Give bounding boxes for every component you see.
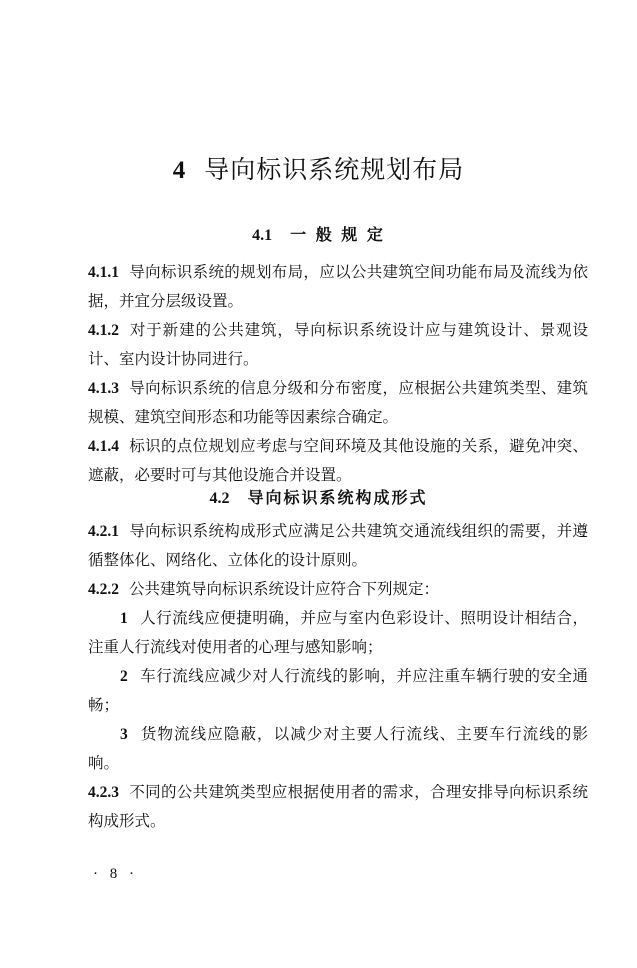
item-number: 2	[120, 668, 128, 685]
clause-4-1-1	[88, 258, 588, 316]
section-4-2-body	[88, 517, 588, 836]
section-title: 导向标识系统构成形式	[247, 488, 428, 507]
clause-number: 4.1.4	[88, 438, 119, 455]
clause-text: 不同的公共建筑类型应根据使用者的需求，合理安排导向标识系统构成形式。	[88, 783, 588, 830]
clause-4-1-3	[88, 374, 588, 432]
section-heading-4-2	[0, 485, 637, 508]
clause-4-2-1	[88, 517, 588, 575]
clause-number: 4.2.1	[88, 523, 119, 540]
section-title: 一 般 规 定	[290, 225, 385, 244]
clause-number: 4.1.1	[88, 264, 119, 281]
clause-text: 对于新建的公共建筑，导向标识系统设计应与建筑设计、景观设计、室内设计协同进行。	[88, 321, 588, 368]
clause-number: 4.1.3	[88, 380, 119, 397]
item-number: 1	[120, 610, 128, 627]
clause-number: 4.2.2	[88, 581, 119, 598]
chapter-number: 4	[172, 157, 187, 184]
chapter-title: 导向标识系统规划布局	[204, 155, 465, 184]
section-number: 4.2	[209, 490, 230, 507]
clause-text: 标识的点位规划应考虑与空间环境及其他设施的关系，避免冲突、遮蔽，必要时可与其他设施合并设置。	[88, 437, 588, 484]
list-item	[88, 720, 588, 778]
list-item	[88, 662, 588, 720]
clause-number: 4.2.3	[88, 784, 119, 801]
clause-4-1-4	[88, 432, 588, 490]
item-number: 3	[120, 726, 128, 743]
item-text: 人行流线应便捷明确，并应与室内色彩设计、照明设计相结合，注重人行流线对使用者的心理与感知影响；	[88, 609, 588, 656]
clause-text: 导向标识系统的规划布局，应以公共建筑空间功能布局及流线为依据，并宜分层级设置。	[88, 263, 588, 310]
section-number: 4.1	[252, 227, 273, 244]
section-heading-4-1	[0, 222, 637, 245]
page-number: · 8 ·	[93, 866, 138, 882]
chapter-heading	[0, 150, 637, 186]
list-item	[88, 604, 588, 662]
section-4-1-body	[88, 258, 588, 490]
clause-number: 4.1.2	[88, 322, 119, 339]
item-text: 车行流线应减少对人行流线的影响，并应注重车辆行驶的安全通畅；	[88, 667, 588, 714]
clause-text: 导向标识系统的信息分级和分布密度，应根据公共建筑类型、建筑规模、建筑空间形态和功能等因素综合确定。	[88, 379, 588, 426]
clause-text: 公共建筑导向标识系统设计应符合下列规定：	[129, 580, 440, 598]
item-text: 货物流线应隐蔽，以减少对主要人行流线、主要车行流线的影响。	[88, 725, 588, 772]
clause-4-2-3	[88, 778, 588, 836]
clause-4-1-2	[88, 316, 588, 374]
clause-text: 导向标识系统构成形式应满足公共建筑交通流线组织的需要，并遵循整体化、网络化、立体化的设计原则。	[88, 522, 588, 569]
clause-4-2-2	[88, 575, 588, 604]
